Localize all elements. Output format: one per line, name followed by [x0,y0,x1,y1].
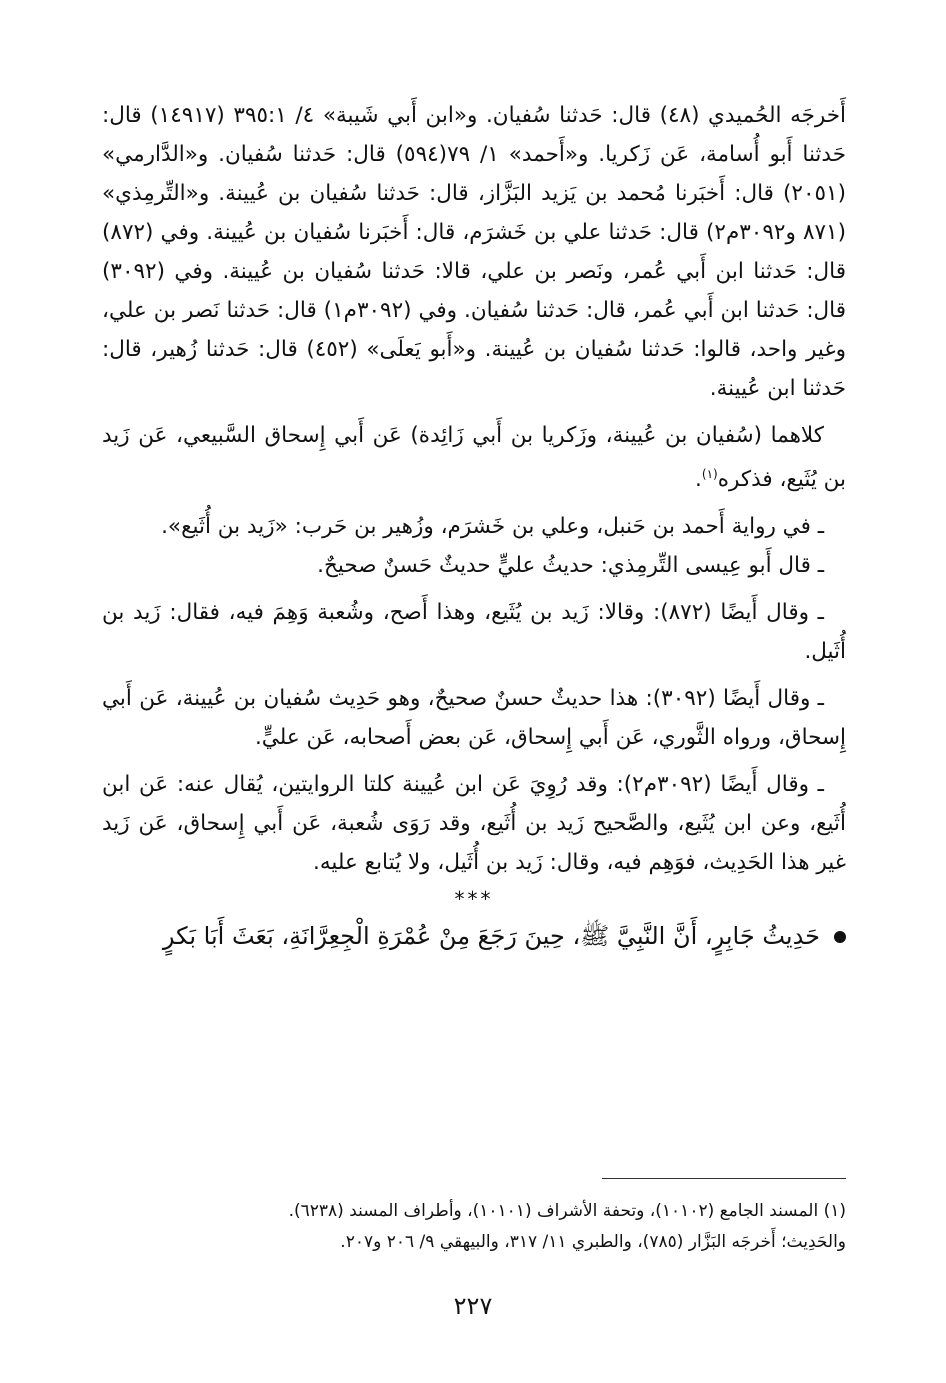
bullet-icon [834,931,846,943]
footnote-divider [602,1178,846,1179]
paragraph-tirmidhi-872: ـ وقال أَيضًا (٨٧٢): وقالا: زَيد بن يُثَيع، وهذا أَصح، وشُعبة وَهِمَ فيه، فقال: زَيد بن أُثَيل. [102,600,846,665]
paragraph-takhrij: أَخرجَه الحُميدي (٤٨) قال: حَدثنا سُفيان. و«ابن أَبي شَيبة» ٤/ ٣٩٥:١ (١٤٩١٧) قال: حَدثنا أَبو أُسامة، عَن زَكريا. و«أَحمد» ١/ ٧٩(٥٩٤) قال: حَدثنا سُفيان. و«الدَّارمي» (٢٠٥١) قال: أَخبَرنا مُحمد بن يَزيد البَزَّاز، قال: حَدثنا سُفيان بن عُيينة. و«التِّرمِذي» (٨٧١ و٣٠٩٢م٢) قال: حَدثنا علي بن خَشرَم، قال: أَخبَرنا سُفيان بن عُيينة. وفي (٨٧٢) قال: حَدثنا ابن أَبي عُمر، ونَصر بن علي، قالا: حَدثنا سُفيان بن عُيينة. وفي (٣٠٩٢) قال: حَدثنا ابن أَبي عُمر، قال: حَدثنا سُفيان. وفي (٣٠٩٢م١) قال: حَدثنا نَصر بن علي، وغير واحد، قالوا: حَدثنا سُفيان بن عُيينة. و«أَبو يَعلَى» (٤٥٢) قال: حَدثنا زُهير، قال: حَدثنا ابن عُيينة. [102,103,847,401]
footnote-1: (١) المسند الجامع (١٠١٠٢)، وتحفة الأشراف (١٠١٠١)، وأطراف المسند (٦٢٣٨). [288,1201,846,1221]
paragraph-kilahuma-end: . [695,467,702,493]
footnote-ref: (١) [701,467,718,481]
footnote-2: والحَدِيث؛ أَخرجَه البَزَّار (٧٨٥)، والطبري ١١/ ٣١٧، والبيهقي ٩/ ٢٠٦ و٢٠٧. [340,1232,846,1252]
paragraph-tirmidhi-qawl: ـ قال أَبو عِيسى التِّرمِذي: حديثُ عليٍّ حديثٌ حَسنٌ صحيحٌ. [317,553,824,579]
paragraph-riwayat-ahmad: ـ في رواية أَحمد بن حَنبل، وعلي بن خَشرَم، وزُهير بن حَرب: «زَيد بن أُثَيع». [161,514,824,540]
hadith-heading [102,916,846,956]
paragraph-kilahuma [102,416,846,499]
paragraph-tirmidhi-3092m2: ـ وقال أَيضًا (٣٠٩٢م٢): وقد رُوِيَ عَن ابن عُيينة كلتا الروايتين، يُقال عنه: عَن ابن أُثَيع، وعن ابن يُثَيع، والصَّحيح زَيد بن أُثَيع، وقد رَوَى شُعبة، عَن أَبي إِسحاق، عَن زَيد غير هذا الحَدِيث، فوَهِم فيه، وقال: زَيد بن أُثَيل، ولا يُتابع عليه. [102,772,846,876]
section-separator: *** [454,887,494,912]
paragraph-kilahuma-text: كلاهما (سُفيان بن عُيينة، وزَكريا بن أَبي زَائِدة) عَن أَبي إِسحاق السَّبيعي، عَن زَيد بن يُثَيع، فذكره [102,423,846,493]
paragraph-tirmidhi-3092: ـ وقال أَيضًا (٣٠٩٢): هذا حديثٌ حسنٌ صحيحٌ، وهو حَدِيث سُفيان بن عُيينة، عَن أَبي إِسحاق، ورواه الثَّوري، عَن أَبي إِسحاق، عَن بعض أَصحابه، عَن عليٍّ. [102,686,846,751]
hadith-heading-text: حَدِيثُ جَابِرٍ، أَنَّ النَّبِيَّ ﷺ، حِينَ رَجَعَ مِنْ عُمْرَةِ الْجِعِرَّانَةِ، بَعَثَ أَبَا بَكرٍ [162,922,820,951]
footnotes [102,1196,846,1258]
page-number: ٢٢٧ [453,1292,493,1320]
main-text [102,96,846,956]
